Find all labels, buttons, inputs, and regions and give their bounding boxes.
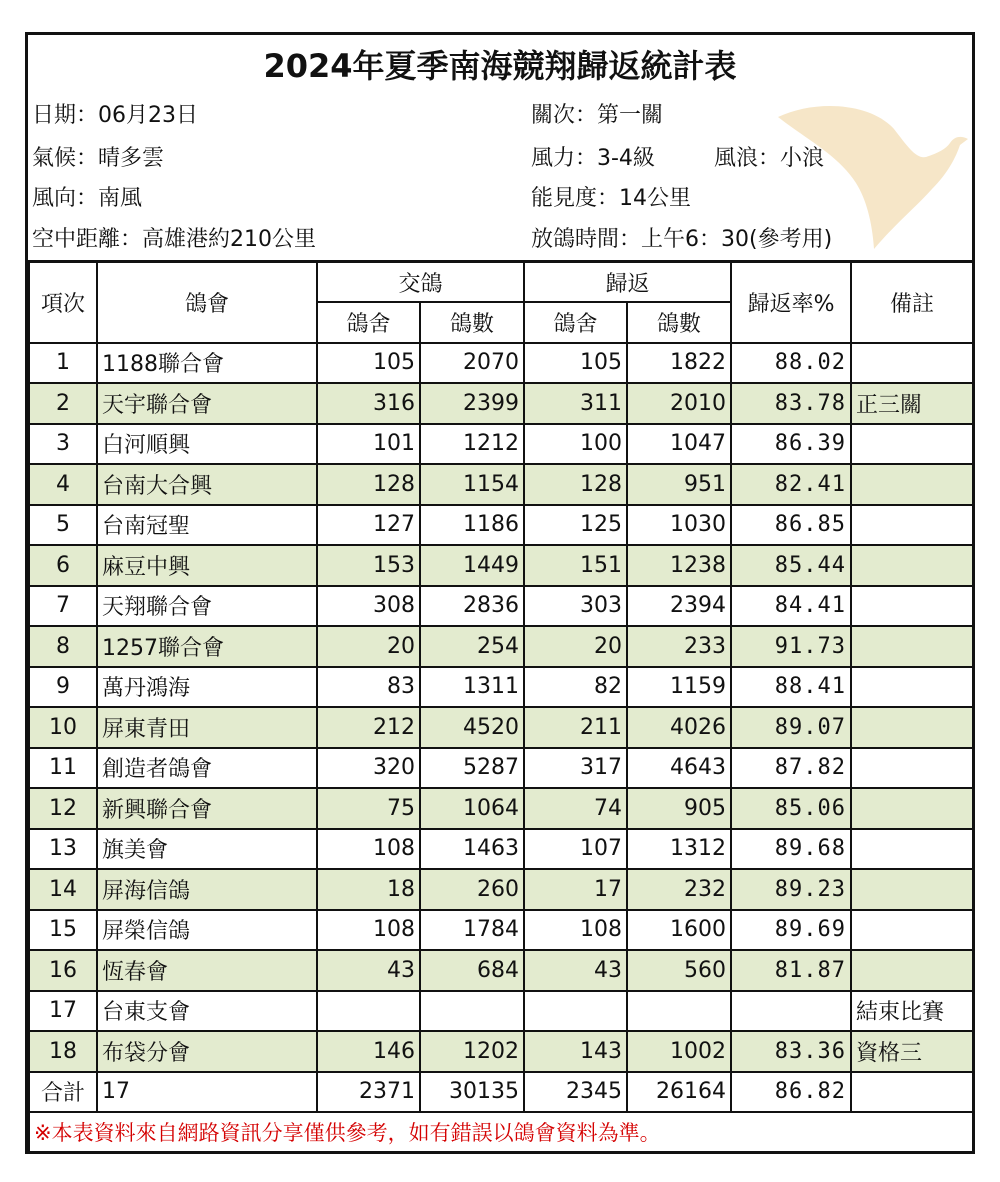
table-row <box>29 829 973 870</box>
row-returned-lofts <box>524 991 627 1032</box>
row-club: 新興聯合會 <box>97 788 317 829</box>
row-rate: 84.41 <box>731 586 851 627</box>
row-submitted-birds: 254 <box>420 626 524 667</box>
row-submitted-birds: 2836 <box>420 586 524 627</box>
row-index: 10 <box>29 707 97 748</box>
row-submitted-birds: 2070 <box>420 343 524 384</box>
row-returned-birds: 1047 <box>627 424 731 465</box>
table-row <box>29 667 973 708</box>
row-submitted-birds: 2399 <box>420 383 524 424</box>
row-rate: 86.39 <box>731 424 851 465</box>
table-body <box>29 343 973 1072</box>
row-club: 麻豆中興 <box>97 545 317 586</box>
row-returned-birds: 1030 <box>627 505 731 546</box>
row-returned-lofts: 151 <box>524 545 627 586</box>
total-submitted-birds: 30135 <box>420 1072 524 1113</box>
row-returned-birds: 4026 <box>627 707 731 748</box>
disclaimer-note: ※本表資料來自網路資訊分享僅供參考，如有錯誤以鴿會資料為準。 <box>29 1112 973 1153</box>
row-club: 旗美會 <box>97 829 317 870</box>
row-remark <box>851 464 973 505</box>
row-submitted-birds: 1311 <box>420 667 524 708</box>
row-index: 15 <box>29 910 97 951</box>
row-index: 17 <box>29 991 97 1032</box>
row-rate: 85.06 <box>731 788 851 829</box>
row-remark: 資格三 <box>851 1031 973 1072</box>
row-returned-lofts: 128 <box>524 464 627 505</box>
row-rate: 87.82 <box>731 748 851 789</box>
row-rate: 83.78 <box>731 383 851 424</box>
row-returned-lofts: 107 <box>524 829 627 870</box>
row-remark: 結束比賽 <box>851 991 973 1032</box>
row-submitted-birds: 1784 <box>420 910 524 951</box>
row-index: 16 <box>29 950 97 991</box>
statistics-sheet <box>25 32 975 1154</box>
table-row <box>29 586 973 627</box>
header-remark: 備註 <box>851 262 973 343</box>
row-index: 14 <box>29 869 97 910</box>
row-index: 2 <box>29 383 97 424</box>
row-returned-birds: 1238 <box>627 545 731 586</box>
info-distance: 空中距離：高雄港約210公里 <box>32 227 316 252</box>
row-submitted-birds: 5287 <box>420 748 524 789</box>
row-rate: 88.41 <box>731 667 851 708</box>
row-submitted-lofts: 20 <box>317 626 420 667</box>
row-returned-lofts: 17 <box>524 869 627 910</box>
table-row <box>29 748 973 789</box>
row-index: 8 <box>29 626 97 667</box>
row-club: 天宇聯合會 <box>97 383 317 424</box>
row-submitted-birds: 1449 <box>420 545 524 586</box>
row-submitted-lofts: 212 <box>317 707 420 748</box>
row-index: 1 <box>29 343 97 384</box>
row-club: 恆春會 <box>97 950 317 991</box>
row-rate: 85.44 <box>731 545 851 586</box>
row-submitted-lofts: 308 <box>317 586 420 627</box>
row-rate: 86.85 <box>731 505 851 546</box>
row-remark: 正三關 <box>851 383 973 424</box>
row-remark <box>851 788 973 829</box>
row-remark <box>851 545 973 586</box>
table-row <box>29 991 973 1032</box>
row-remark <box>851 505 973 546</box>
row-submitted-lofts: 316 <box>317 383 420 424</box>
row-submitted-birds: 1064 <box>420 788 524 829</box>
row-club: 天翔聯合會 <box>97 586 317 627</box>
row-submitted-lofts: 18 <box>317 869 420 910</box>
row-rate: 89.69 <box>731 910 851 951</box>
row-submitted-lofts: 146 <box>317 1031 420 1072</box>
table-row <box>29 910 973 951</box>
page-title: 2024年夏季南海競翔歸返統計表 <box>263 47 737 85</box>
row-returned-birds: 4643 <box>627 748 731 789</box>
row-returned-birds: 1600 <box>627 910 731 951</box>
header-index: 項次 <box>29 262 97 343</box>
row-submitted-lofts: 320 <box>317 748 420 789</box>
row-submitted-birds: 1186 <box>420 505 524 546</box>
row-returned-lofts: 43 <box>524 950 627 991</box>
table-row <box>29 343 973 384</box>
row-submitted-lofts: 105 <box>317 343 420 384</box>
table-row <box>29 950 973 991</box>
row-club: 萬丹鴻海 <box>97 667 317 708</box>
row-returned-lofts: 211 <box>524 707 627 748</box>
results-table <box>28 260 974 1154</box>
row-returned-birds: 232 <box>627 869 731 910</box>
row-returned-lofts: 108 <box>524 910 627 951</box>
table-row <box>29 626 973 667</box>
row-returned-lofts: 20 <box>524 626 627 667</box>
row-returned-birds: 951 <box>627 464 731 505</box>
table-row <box>29 707 973 748</box>
row-club: 屏榮信鴿 <box>97 910 317 951</box>
info-release-time: 放鴿時間：上午6：30(參考用) <box>531 227 833 252</box>
header-submitted-birds: 鴿數 <box>420 302 524 343</box>
table-row <box>29 424 973 465</box>
row-submitted-birds <box>420 991 524 1032</box>
row-submitted-lofts: 43 <box>317 950 420 991</box>
row-rate: 82.41 <box>731 464 851 505</box>
row-club: 屏東青田 <box>97 707 317 748</box>
row-club: 布袋分會 <box>97 1031 317 1072</box>
row-remark <box>851 910 973 951</box>
row-submitted-birds: 4520 <box>420 707 524 748</box>
header-returned: 歸返 <box>524 262 731 303</box>
total-submitted-lofts: 2371 <box>317 1072 420 1113</box>
row-submitted-lofts: 83 <box>317 667 420 708</box>
table-row <box>29 1031 973 1072</box>
row-rate: 89.68 <box>731 829 851 870</box>
info-wind-force: 風力：3-4級 <box>531 146 655 171</box>
row-index: 9 <box>29 667 97 708</box>
row-submitted-lofts: 108 <box>317 829 420 870</box>
header-club: 鴿會 <box>97 262 317 343</box>
row-club: 1257聯合會 <box>97 626 317 667</box>
row-returned-birds: 560 <box>627 950 731 991</box>
row-rate: 83.36 <box>731 1031 851 1072</box>
row-rate: 91.73 <box>731 626 851 667</box>
row-index: 4 <box>29 464 97 505</box>
row-index: 13 <box>29 829 97 870</box>
row-submitted-lofts: 101 <box>317 424 420 465</box>
row-returned-lofts: 105 <box>524 343 627 384</box>
row-index: 3 <box>29 424 97 465</box>
row-club: 台南冠聖 <box>97 505 317 546</box>
row-club: 台南大合興 <box>97 464 317 505</box>
row-submitted-lofts <box>317 991 420 1032</box>
row-returned-lofts: 100 <box>524 424 627 465</box>
row-remark <box>851 829 973 870</box>
row-submitted-lofts: 127 <box>317 505 420 546</box>
row-submitted-lofts: 153 <box>317 545 420 586</box>
table-row <box>29 869 973 910</box>
total-rate: 86.82 <box>731 1072 851 1113</box>
row-remark <box>851 667 973 708</box>
row-submitted-birds: 1212 <box>420 424 524 465</box>
row-submitted-birds: 684 <box>420 950 524 991</box>
row-submitted-lofts: 108 <box>317 910 420 951</box>
row-remark <box>851 586 973 627</box>
row-remark <box>851 424 973 465</box>
row-index: 6 <box>29 545 97 586</box>
row-rate: 88.02 <box>731 343 851 384</box>
table-row <box>29 788 973 829</box>
header-submitted: 交鴿 <box>317 262 524 303</box>
row-returned-birds: 2010 <box>627 383 731 424</box>
info-date: 日期：06月23日 <box>32 103 198 128</box>
row-returned-lofts: 125 <box>524 505 627 546</box>
total-returned-birds: 26164 <box>627 1072 731 1113</box>
total-returned-lofts: 2345 <box>524 1072 627 1113</box>
row-submitted-lofts: 128 <box>317 464 420 505</box>
info-weather: 氣候：晴多雲 <box>32 146 165 171</box>
row-index: 12 <box>29 788 97 829</box>
row-returned-birds <box>627 991 731 1032</box>
row-rate: 81.87 <box>731 950 851 991</box>
row-submitted-birds: 1202 <box>420 1031 524 1072</box>
total-label: 合計 <box>29 1072 97 1113</box>
row-returned-birds: 1312 <box>627 829 731 870</box>
row-remark <box>851 707 973 748</box>
row-index: 7 <box>29 586 97 627</box>
row-index: 11 <box>29 748 97 789</box>
row-club: 台東支會 <box>97 991 317 1032</box>
row-returned-lofts: 311 <box>524 383 627 424</box>
row-rate: 89.23 <box>731 869 851 910</box>
header-returned-lofts: 鴿舍 <box>524 302 627 343</box>
table-row <box>29 505 973 546</box>
info-stage: 關次：第一關 <box>531 103 664 128</box>
row-submitted-birds: 1154 <box>420 464 524 505</box>
row-club: 1188聯合會 <box>97 343 317 384</box>
row-returned-birds: 1822 <box>627 343 731 384</box>
row-rate: 89.07 <box>731 707 851 748</box>
row-submitted-birds: 1463 <box>420 829 524 870</box>
total-row <box>29 1072 973 1113</box>
table-row <box>29 383 973 424</box>
row-submitted-lofts: 75 <box>317 788 420 829</box>
row-returned-birds: 905 <box>627 788 731 829</box>
row-remark <box>851 343 973 384</box>
row-remark <box>851 626 973 667</box>
table-row <box>29 545 973 586</box>
row-remark <box>851 869 973 910</box>
header-submitted-lofts: 鴿舍 <box>317 302 420 343</box>
row-returned-birds: 1002 <box>627 1031 731 1072</box>
row-club: 屏海信鴿 <box>97 869 317 910</box>
row-returned-lofts: 317 <box>524 748 627 789</box>
info-wave: 風浪：小浪 <box>714 146 825 171</box>
row-submitted-birds: 260 <box>420 869 524 910</box>
row-returned-birds: 2394 <box>627 586 731 627</box>
row-club: 白河順興 <box>97 424 317 465</box>
row-remark <box>851 748 973 789</box>
row-returned-lofts: 82 <box>524 667 627 708</box>
row-index: 18 <box>29 1031 97 1072</box>
table-row <box>29 464 973 505</box>
total-remark <box>851 1072 973 1113</box>
row-index: 5 <box>29 505 97 546</box>
info-wind-direction: 風向：南風 <box>32 186 143 211</box>
row-club: 創造者鴿會 <box>97 748 317 789</box>
info-visibility: 能見度：14公里 <box>531 186 691 211</box>
row-returned-birds: 233 <box>627 626 731 667</box>
total-club-count: 17 <box>97 1072 317 1113</box>
row-remark <box>851 950 973 991</box>
row-returned-lofts: 303 <box>524 586 627 627</box>
header-returned-birds: 鴿數 <box>627 302 731 343</box>
row-returned-lofts: 74 <box>524 788 627 829</box>
row-returned-lofts: 143 <box>524 1031 627 1072</box>
row-rate <box>731 991 851 1032</box>
header-rate: 歸返率% <box>731 262 851 343</box>
row-returned-birds: 1159 <box>627 667 731 708</box>
